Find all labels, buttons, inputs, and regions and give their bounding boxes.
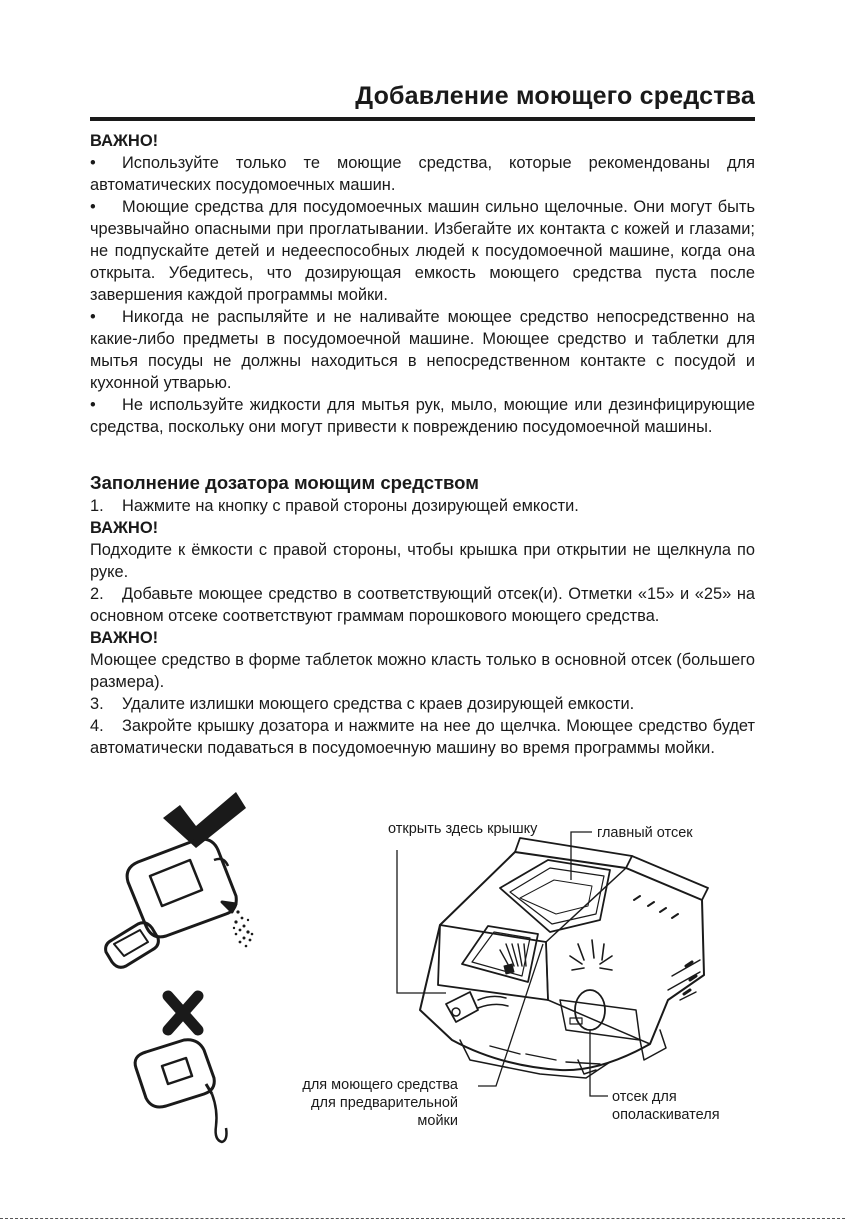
important-text: Подходите к ёмкости с правой стороны, чтобы крышка при открытии не щелкнула по руке. <box>90 541 755 581</box>
page-bottom-rule <box>0 1218 845 1219</box>
page-title: Добавление моющего средства <box>355 82 755 110</box>
warning-text: Не используйте жидкости для мытья рук, мыло, моющие или дезинфицирующие средства, поскольку они могут привести к повреждению посудомоечной машины. <box>90 396 755 436</box>
callout-rinse-line: ополаскивателя <box>612 1107 720 1123</box>
important-text: Моющее средство в форме таблеток можно класть только в основной отсек (большего размера). <box>90 651 755 691</box>
callout-rinse-aid <box>612 1088 720 1124</box>
dispenser-illustration <box>420 838 708 1078</box>
bullet-mark: • <box>90 308 96 326</box>
important-label: ВАЖНО! <box>90 519 159 537</box>
step-text: Удалите излишки моющего средства с краев дозирующей емкости. <box>122 695 635 713</box>
callout-main-compartment: главный отсек <box>597 825 693 841</box>
step-text: Добавьте моющее средство в соответствующий отсек(и). Отметки «15» и «25» на основном отсеке соответствуют граммам порошкового моющего средства. <box>90 585 755 625</box>
step-number: 2. <box>90 585 104 603</box>
callout-open-lid: открыть здесь крышку <box>388 821 538 837</box>
bullet-mark: • <box>90 198 96 216</box>
step-number: 4. <box>90 717 104 735</box>
callout-rinse-line: отсек для <box>612 1089 677 1105</box>
step-text: Нажмите на кнопку с правой стороны дозирующей емкости. <box>122 497 579 515</box>
warning-text: Используйте только те моющие средства, которые рекомендованы для автоматических посудомоечных машин. <box>90 154 755 194</box>
tablet-icon <box>106 923 159 968</box>
bullet-mark: • <box>90 396 96 414</box>
bullet-mark: • <box>90 154 96 172</box>
callout-prewash-line: для моющего средства <box>302 1077 458 1093</box>
cross-icon <box>168 996 198 1030</box>
liquid-bottle-icon <box>135 1040 226 1142</box>
callout-prewash-line: для предварительной <box>311 1095 458 1111</box>
step-text: Закройте крышку дозатора и нажмите на нее до щелчка. Моющее средство будет автоматически подаваться в посудомоечную машину во время программы мойки. <box>90 717 755 757</box>
section-heading: Заполнение дозатора моющим средством <box>90 472 479 493</box>
important-label: ВАЖНО! <box>90 132 159 150</box>
callout-prewash-line: мойки <box>417 1113 458 1129</box>
warning-text: Моющие средства для посудомоечных машин сильно щелочные. Они могут быть чрезвычайно опасными при проглатывании. Избегайте их контакта с кожей и глазами; не подпускайте детей и недееспособных людей к посудомоечной машине, когда она открыта. Убедитесь, что дозирующая емкость моющего средства пуста после завершения каждой программы мойки. <box>90 198 755 304</box>
warning-text: Никогда не распыляйте и не наливайте моющее средство непосредственно на какие-либо предметы в посудомоечной машине. Моющее средство и таблетки для мытья посуды не должны находиться в непосредственном контакте с посудой и кухонной утварью. <box>90 308 755 392</box>
step-number: 3. <box>90 695 104 713</box>
powder-dots <box>233 910 254 947</box>
callout-prewash <box>276 1076 458 1130</box>
important-label: ВАЖНО! <box>90 629 159 647</box>
step-number: 1. <box>90 497 104 515</box>
